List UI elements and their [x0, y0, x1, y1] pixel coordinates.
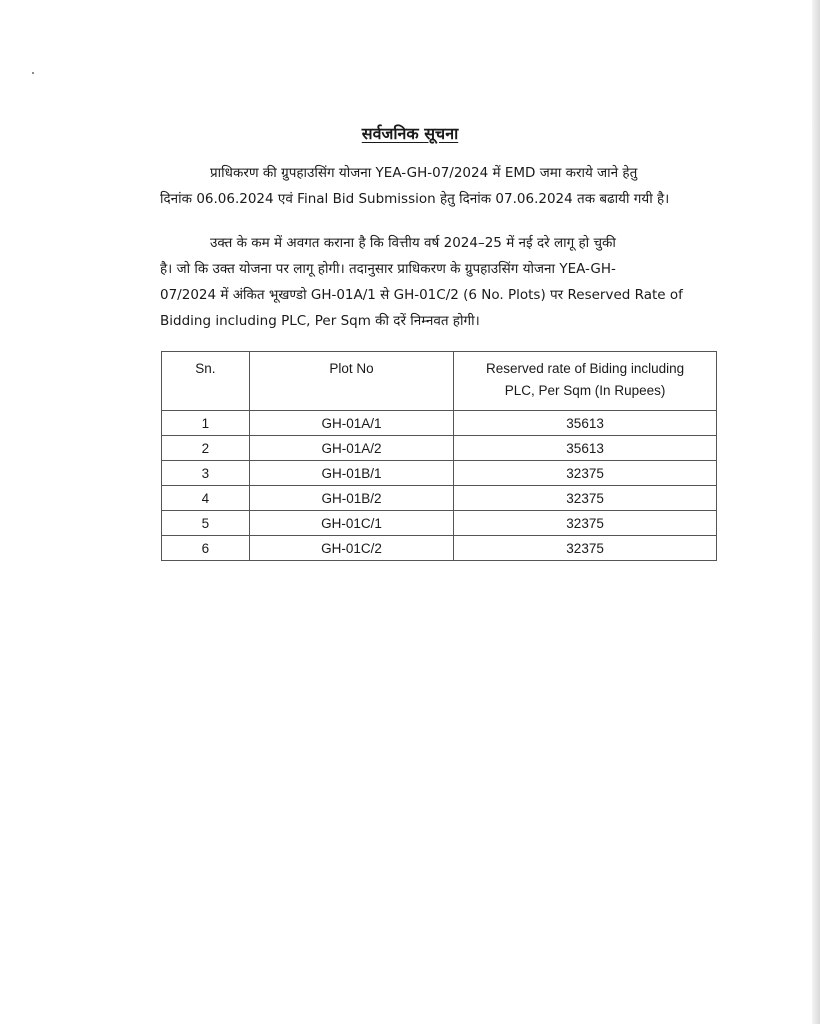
paragraph-line: दिनांक 06.06.2024 एवं Final Bid Submission हेतु दिनांक 07.06.2024 तक बढायी गयी है।: [160, 191, 670, 207]
page-edge-shadow: [812, 0, 820, 1024]
paragraph-extension: [160, 160, 716, 212]
cell-sn: 1: [162, 411, 250, 436]
paragraph-line: Bidding including PLC, Per Sqm की दरें निम्नवत होगी।: [160, 313, 480, 329]
paragraph-new-rates: [160, 230, 716, 334]
table-row: [162, 411, 717, 436]
paragraph-line: 07/2024 में अंकित भूखण्डो GH-01A/1 से GH-01C/2 (6 No. Plots) पर Reserved Rate of: [160, 287, 683, 303]
cell-rate: 32375: [454, 486, 717, 511]
cell-plot-no: GH-01C/1: [249, 511, 453, 536]
paragraph-line: है। जो कि उक्त योजना पर लागू होगी। तदानुसार प्राधिकरण के ग्रुपहाउसिंग योजना YEA-GH-: [160, 261, 616, 277]
header-reserved-rate: Reserved rate of Biding including PLC, Per Sqm (In Rupees): [454, 352, 717, 411]
cell-sn: 3: [162, 461, 250, 486]
cell-rate: 32375: [454, 461, 717, 486]
cell-plot-no: GH-01A/1: [249, 411, 453, 436]
table-row: [162, 461, 717, 486]
cell-plot-no: GH-01B/1: [249, 461, 453, 486]
header-plot-no: Plot No: [249, 352, 453, 411]
header-sn: Sn.: [162, 352, 250, 411]
reserved-rate-table: [161, 351, 717, 561]
paragraph-line: प्राधिकरण की ग्रुपहाउसिंग योजना YEA-GH-07/2024 में EMD जमा कराये जाने हेतु: [210, 165, 638, 181]
paragraph-line: उक्त के कम में अवगत कराना है कि वित्तीय वर्ष 2024–25 में नई दरे लागू हो चुकी: [210, 235, 616, 251]
table-row: [162, 486, 717, 511]
cell-rate: 35613: [454, 436, 717, 461]
notice-title: सर्वजनिक सूचना: [361, 124, 459, 143]
cell-plot-no: GH-01C/2: [249, 536, 453, 561]
cell-sn: 2: [162, 436, 250, 461]
cell-rate: 32375: [454, 536, 717, 561]
cell-sn: 4: [162, 486, 250, 511]
cell-plot-no: GH-01A/2: [249, 436, 453, 461]
cell-sn: 5: [162, 511, 250, 536]
table-row: [162, 436, 717, 461]
cell-rate: 32375: [454, 511, 717, 536]
cell-sn: 6: [162, 536, 250, 561]
cell-rate: 35613: [454, 411, 717, 436]
table-header-row: [162, 352, 717, 411]
cell-plot-no: GH-01B/2: [249, 486, 453, 511]
table-row: [162, 511, 717, 536]
table-row: [162, 536, 717, 561]
scan-speck: [32, 72, 34, 74]
